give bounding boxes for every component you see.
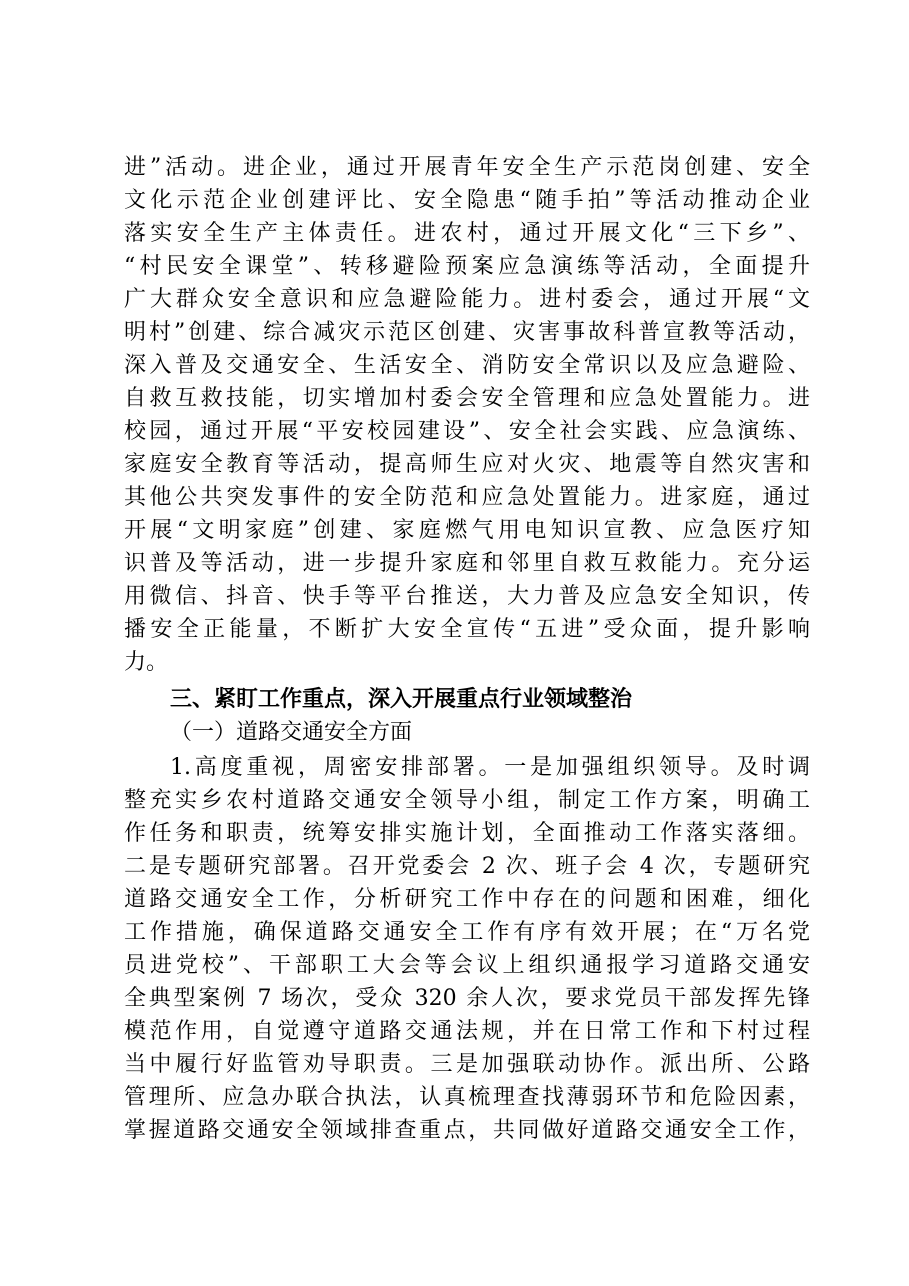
paragraph-line: 全典型案例 7 场次，受众 320 余人次，要求党员干部发挥先锋: [124, 986, 810, 1011]
paragraph-line: 模范作用，自觉遵守道路交通法规，并在日常工作和下村过程: [124, 1019, 810, 1044]
paragraph-line: 落实安全生产主体责任。进农村，通过开展文化“三下乡”、: [124, 221, 810, 246]
paragraph-line: 开展“文明家庭”创建、家庭燃气用电知识宣教、应急医疗知: [124, 518, 810, 543]
section-heading: 三、紧盯工作重点，深入开展重点行业领域整治: [170, 687, 633, 712]
paragraph-line: 二是专题研究部署。召开党委会 2 次、班子会 4 次，专题研究: [124, 854, 810, 879]
paragraph-line: 家庭安全教育等活动，提高师生应对火灾、地震等自然灾害和: [124, 452, 810, 477]
paragraph-line: 明村”创建、综合减灾示范区创建、灾害事故科普宣教等活动，: [124, 320, 810, 345]
paragraph-line: 当中履行好监管劝导职责。三是加强联动协作。派出所、公路: [124, 1052, 810, 1077]
paragraph-line: 深入普及交通安全、生活安全、消防安全常识以及应急避险、: [124, 353, 810, 378]
paragraph-line: 1.高度重视，周密安排部署。一是加强组织领导。及时调: [170, 755, 810, 780]
paragraph-line: 进”活动。进企业，通过开展青年安全生产示范岗创建、安全: [124, 155, 810, 180]
paragraph-line: 道路交通安全工作，分析研究工作中存在的问题和困难，细化: [124, 887, 810, 912]
paragraph-line: 力。: [124, 650, 169, 675]
paragraph-line: 整充实乡农村道路交通安全领导小组，制定工作方案，明确工: [124, 788, 810, 813]
paragraph-line: 自救互救技能，切实增加村委会安全管理和应急处置能力。进: [124, 386, 810, 411]
paragraph-line: “村民安全课堂”、转移避险预案应急演练等活动，全面提升: [124, 254, 810, 279]
paragraph-line: 识普及等活动，进一步提升家庭和邻里自救互救能力。充分运: [124, 551, 810, 576]
paragraph-line: 校园，通过开展“平安校园建设”、安全社会实践、应急演练、: [124, 419, 810, 444]
paragraph-line: 播安全正能量，不断扩大安全宣传“五进”受众面，提升影响: [124, 617, 810, 642]
paragraph-line: 其他公共突发事件的安全防范和应急处置能力。进家庭，通过: [124, 485, 810, 510]
paragraph-line: 员进党校”、干部职工大会等会议上组织通报学习道路交通安: [124, 953, 810, 978]
paragraph-line: 工作措施，确保道路交通安全工作有序有效开展；在“万名党: [124, 920, 810, 945]
subsection-heading: （一）道路交通安全方面: [170, 720, 413, 745]
paragraph-line: 文化示范企业创建评比、安全隐患“随手拍”等活动推动企业: [124, 188, 810, 213]
paragraph-line: 作任务和职责，统筹安排实施计划，全面推动工作落实落细。: [124, 821, 810, 846]
paragraph-line: 用微信、抖音、快手等平台推送，大力普及应急安全知识，传: [124, 584, 810, 609]
paragraph-line: 广大群众安全意识和应急避险能力。进村委会，通过开展“文: [124, 287, 810, 312]
paragraph-line: 掌握道路交通安全领域排查重点，共同做好道路交通安全工作，: [124, 1118, 810, 1143]
paragraph-line: 管理所、应急办联合执法，认真梳理查找薄弱环节和危险因素，: [124, 1085, 810, 1110]
